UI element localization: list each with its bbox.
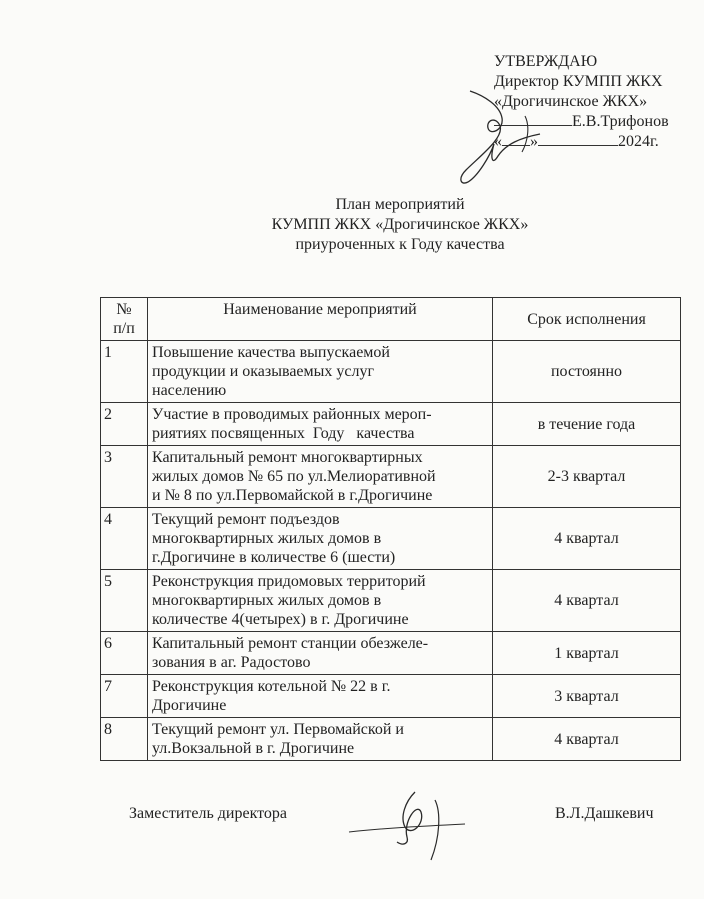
activity-line: Дрогичине (152, 697, 227, 714)
activity-line: Текущий ремонт ул. Первомайской и (152, 721, 404, 738)
plan-table (100, 297, 681, 761)
row-activity (148, 675, 493, 718)
row-term: 1 квартал (493, 632, 681, 675)
table-row (101, 508, 681, 570)
row-term: 3 квартал (493, 675, 681, 718)
header-num-line2: п/п (113, 320, 135, 337)
row-number: 7 (101, 675, 148, 718)
row-term: 4 квартал (493, 718, 681, 761)
table-header-row (101, 298, 681, 341)
table-row (101, 570, 681, 632)
activity-line: Капитальный ремонт станции обезжеле- (152, 635, 429, 652)
plan-title (0, 195, 704, 255)
date-close-quote: » (530, 133, 538, 150)
row-term: постоянно (493, 341, 681, 403)
row-term: 4 квартал (493, 508, 681, 570)
row-term: 2-3 квартал (493, 446, 681, 508)
table-row (101, 632, 681, 675)
row-number: 3 (101, 446, 148, 508)
header-num-line1: № (116, 301, 132, 318)
row-number: 5 (101, 570, 148, 632)
row-activity (148, 632, 493, 675)
header-name: Наименование мероприятий (148, 298, 493, 341)
row-activity (148, 718, 493, 761)
table-row (101, 446, 681, 508)
activity-line: Реконструкция придомовых территорий (152, 573, 426, 590)
activity-line: Участие в проводимых районных мероп- (152, 406, 432, 423)
activity-line: населению (152, 382, 227, 399)
row-activity (148, 341, 493, 403)
table-row (101, 718, 681, 761)
director-signature (430, 86, 560, 196)
approval-position: Директор КУМПП ЖКХ (494, 73, 663, 90)
footer-name: В.Л.Дашкевич (555, 805, 654, 822)
row-number: 1 (101, 341, 148, 403)
activity-line: ул.Вокзальной в г. Дрогичине (152, 740, 355, 757)
activity-line: и № 8 по ул.Первомайской в г.Дрогичине (152, 487, 433, 504)
row-activity (148, 570, 493, 632)
plan-title-line1: План мероприятий (335, 196, 465, 213)
table-row (101, 341, 681, 403)
activity-line: Повышение качества выпускаемой (152, 344, 390, 361)
approval-year: 2024г. (618, 133, 659, 150)
activity-line: Текущий ремонт подъездов (152, 511, 340, 528)
row-number: 6 (101, 632, 148, 675)
activity-line: Капитальный ремонт многоквартирных (152, 449, 423, 466)
row-number: 8 (101, 718, 148, 761)
row-activity (148, 403, 493, 446)
activity-line: количестве 4(четырех) в г. Дрогичине (152, 611, 409, 628)
activity-line: многоквартирных жилых домов в (152, 530, 382, 547)
approval-organization: «Дрогичинское ЖКХ» (494, 93, 648, 110)
plan-title-line2: КУМПП ЖКХ «Дрогичинское ЖКХ» (271, 216, 529, 233)
date-open-quote: « (494, 133, 502, 150)
approval-signer: Е.В.Трифонов (572, 113, 669, 130)
row-number: 2 (101, 403, 148, 446)
activity-line: г.Дрогичине в количестве 6 (шести) (152, 549, 396, 566)
activity-line: жилых домов № 65 по ул.Мелиоративной (152, 468, 436, 485)
activity-line: Реконструкция котельной № 22 в г. (152, 678, 391, 695)
plan-title-line3: приуроченных к Году качества (295, 236, 505, 253)
approval-title: УТВЕРЖДАЮ (494, 53, 598, 70)
row-activity (148, 446, 493, 508)
table-row (101, 675, 681, 718)
table-row (101, 403, 681, 446)
deputy-signature (345, 782, 475, 867)
activity-line: продукции и оказываемых услуг (152, 363, 375, 380)
header-num (101, 298, 148, 341)
row-term: в течение года (493, 403, 681, 446)
activity-line: риятиях посвященных Году качества (152, 425, 415, 442)
row-term: 4 квартал (493, 570, 681, 632)
header-term: Срок исполнения (493, 298, 681, 341)
footer-role: Заместитель директора (129, 805, 288, 822)
row-number: 4 (101, 508, 148, 570)
activity-line: многоквартирных жилых домов в (152, 592, 382, 609)
row-activity (148, 508, 493, 570)
activity-line: зования в аг. Радостово (152, 654, 311, 671)
